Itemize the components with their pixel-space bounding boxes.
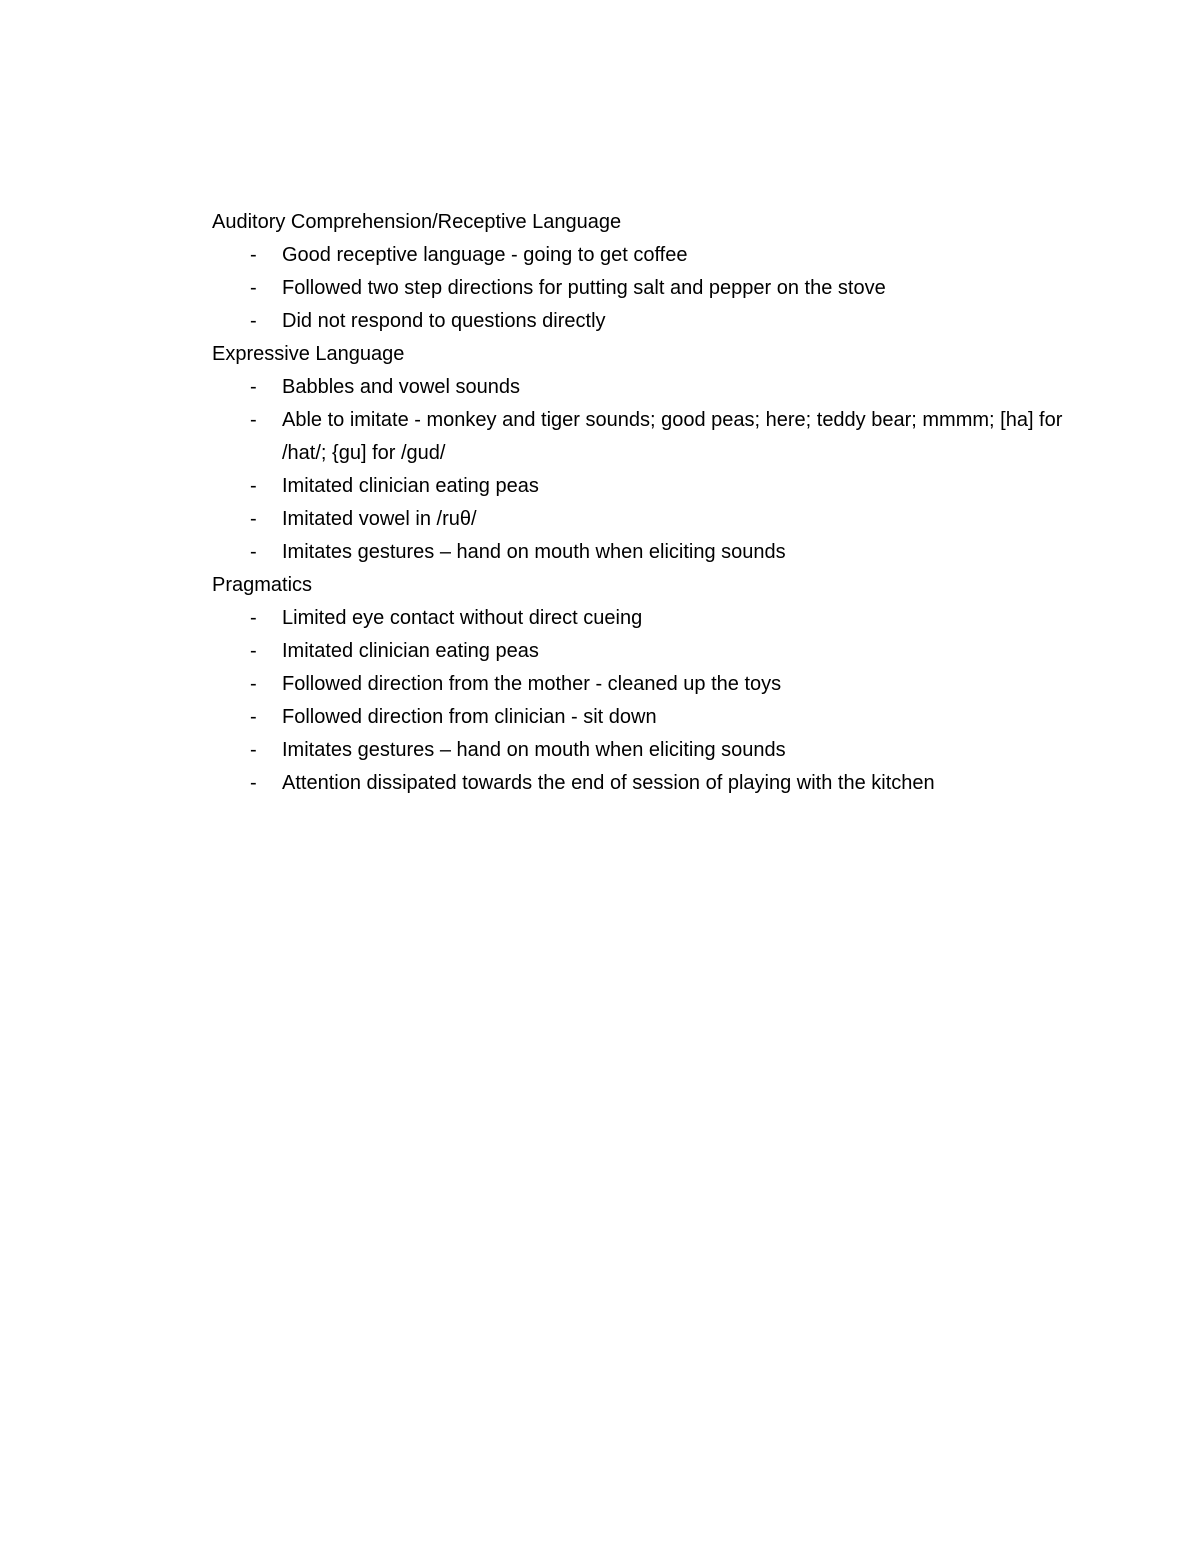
bullet-dash: - (250, 475, 257, 497)
bullet-dash: - (250, 541, 257, 563)
list-item-text: Imitates gestures – hand on mouth when eliciting sounds (282, 739, 786, 761)
list-item-text: Imitated clinician eating peas (282, 640, 539, 662)
section-heading: Auditory Comprehension/Receptive Language (212, 211, 622, 233)
section-pragmatics (212, 569, 1112, 800)
list-item-text: Imitated vowel in /ruθ/ (282, 508, 477, 530)
bullet-dash: - (250, 244, 257, 266)
list-item (212, 767, 1112, 800)
list-item (212, 404, 1112, 470)
list-item (212, 668, 1112, 701)
list-item (212, 635, 1112, 668)
bullet-list (212, 239, 1112, 338)
bullet-dash: - (250, 607, 257, 629)
section-expressive-language (212, 338, 1112, 569)
list-item (212, 536, 1112, 569)
clinical-notes (212, 206, 1112, 800)
section-heading: Expressive Language (212, 343, 405, 365)
bullet-dash: - (250, 508, 257, 530)
list-item-text: Limited eye contact without direct cueing (282, 607, 643, 629)
list-item (212, 470, 1112, 503)
list-item-text: Good receptive language - going to get coffee (282, 244, 688, 266)
section-auditory-comprehension (212, 206, 1112, 338)
list-item (212, 701, 1112, 734)
list-item (212, 239, 1112, 272)
bullet-dash: - (250, 310, 257, 332)
bullet-dash: - (250, 673, 257, 695)
list-item (212, 371, 1112, 404)
bullet-list (212, 602, 1112, 800)
list-item-text: Followed direction from clinician - sit down (282, 706, 657, 728)
bullet-dash: - (250, 739, 257, 761)
list-item-text: Attention dissipated towards the end of session of playing with the kitchen (282, 772, 935, 794)
bullet-dash: - (250, 376, 257, 398)
list-item-text: Able to imitate - monkey and tiger sounds; good peas; here; teddy bear; mmmm; [ha] for /hat/; {gu] for /gud/ (282, 409, 1063, 464)
list-item-text: Babbles and vowel sounds (282, 376, 520, 398)
list-item (212, 305, 1112, 338)
bullet-dash: - (250, 277, 257, 299)
bullet-list (212, 371, 1112, 569)
list-item (212, 734, 1112, 767)
list-item-text: Did not respond to questions directly (282, 310, 606, 332)
bullet-dash: - (250, 640, 257, 662)
list-item-text: Followed direction from the mother - cleaned up the toys (282, 673, 782, 695)
bullet-dash: - (250, 772, 257, 794)
bullet-dash: - (250, 706, 257, 728)
list-item (212, 503, 1112, 536)
list-item-text: Imitated clinician eating peas (282, 475, 539, 497)
bullet-dash: - (250, 409, 257, 431)
list-item-text: Followed two step directions for putting salt and pepper on the stove (282, 277, 886, 299)
section-heading: Pragmatics (212, 574, 313, 596)
list-item (212, 602, 1112, 635)
list-item (212, 272, 1112, 305)
list-item-text: Imitates gestures – hand on mouth when eliciting sounds (282, 541, 786, 563)
